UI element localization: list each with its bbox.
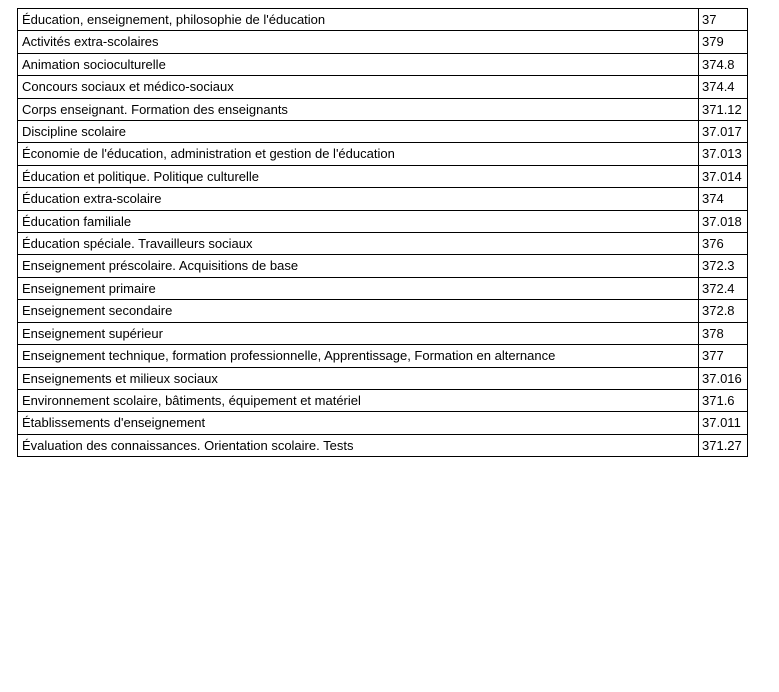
table-row xyxy=(18,345,748,367)
classification-sheet xyxy=(17,8,748,457)
subject-label: Enseignement préscolaire. Acquisitions de base xyxy=(18,255,699,277)
subject-label: Éducation extra-scolaire xyxy=(18,188,699,210)
table-row xyxy=(18,367,748,389)
table-row xyxy=(18,277,748,299)
classification-code: 37.018 xyxy=(699,210,748,232)
classification-code: 379 xyxy=(699,31,748,53)
subject-label: Enseignement secondaire xyxy=(18,300,699,322)
table-row xyxy=(18,255,748,277)
subject-label: Concours sociaux et médico-sociaux xyxy=(18,76,699,98)
table-row xyxy=(18,233,748,255)
subject-label: Corps enseignant. Formation des enseignants xyxy=(18,98,699,120)
subject-label: Éducation spéciale. Travailleurs sociaux xyxy=(18,233,699,255)
table-row xyxy=(18,53,748,75)
subject-label: Évaluation des connaissances. Orientation scolaire. Tests xyxy=(18,434,699,456)
classification-code: 377 xyxy=(699,345,748,367)
table-row xyxy=(18,98,748,120)
classification-code: 372.8 xyxy=(699,300,748,322)
subject-label: Enseignement supérieur xyxy=(18,322,699,344)
classification-table-body xyxy=(18,9,748,457)
classification-code: 37.017 xyxy=(699,121,748,143)
classification-code: 372.4 xyxy=(699,277,748,299)
table-row xyxy=(18,76,748,98)
classification-code: 37.013 xyxy=(699,143,748,165)
table-row xyxy=(18,188,748,210)
classification-code: 371.27 xyxy=(699,434,748,456)
classification-code: 37.016 xyxy=(699,367,748,389)
classification-code: 378 xyxy=(699,322,748,344)
subject-label: Enseignement primaire xyxy=(18,277,699,299)
table-row xyxy=(18,322,748,344)
subject-label: Activités extra-scolaires xyxy=(18,31,699,53)
classification-table xyxy=(17,8,748,457)
subject-label: Éducation familiale xyxy=(18,210,699,232)
table-row xyxy=(18,389,748,411)
table-row xyxy=(18,210,748,232)
table-row xyxy=(18,412,748,434)
classification-code: 371.12 xyxy=(699,98,748,120)
table-row xyxy=(18,434,748,456)
subject-label: Économie de l'éducation, administration et gestion de l'éducation xyxy=(18,143,699,165)
classification-code: 374 xyxy=(699,188,748,210)
classification-code: 376 xyxy=(699,233,748,255)
classification-code: 374.4 xyxy=(699,76,748,98)
subject-label: Discipline scolaire xyxy=(18,121,699,143)
subject-label: Animation socioculturelle xyxy=(18,53,699,75)
classification-code: 374.8 xyxy=(699,53,748,75)
subject-label: Enseignement technique, formation professionnelle, Apprentissage, Formation en alternance xyxy=(18,345,699,367)
subject-label: Enseignements et milieux sociaux xyxy=(18,367,699,389)
classification-code: 371.6 xyxy=(699,389,748,411)
classification-code: 372.3 xyxy=(699,255,748,277)
classification-code: 37.014 xyxy=(699,165,748,187)
subject-label: Éducation, enseignement, philosophie de l'éducation xyxy=(18,9,699,31)
table-row xyxy=(18,31,748,53)
table-row xyxy=(18,143,748,165)
classification-code: 37 xyxy=(699,9,748,31)
table-row xyxy=(18,300,748,322)
table-row xyxy=(18,121,748,143)
table-row xyxy=(18,165,748,187)
classification-code: 37.011 xyxy=(699,412,748,434)
subject-label: Établissements d'enseignement xyxy=(18,412,699,434)
subject-label: Éducation et politique. Politique culturelle xyxy=(18,165,699,187)
subject-label: Environnement scolaire, bâtiments, équipement et matériel xyxy=(18,389,699,411)
table-row xyxy=(18,9,748,31)
